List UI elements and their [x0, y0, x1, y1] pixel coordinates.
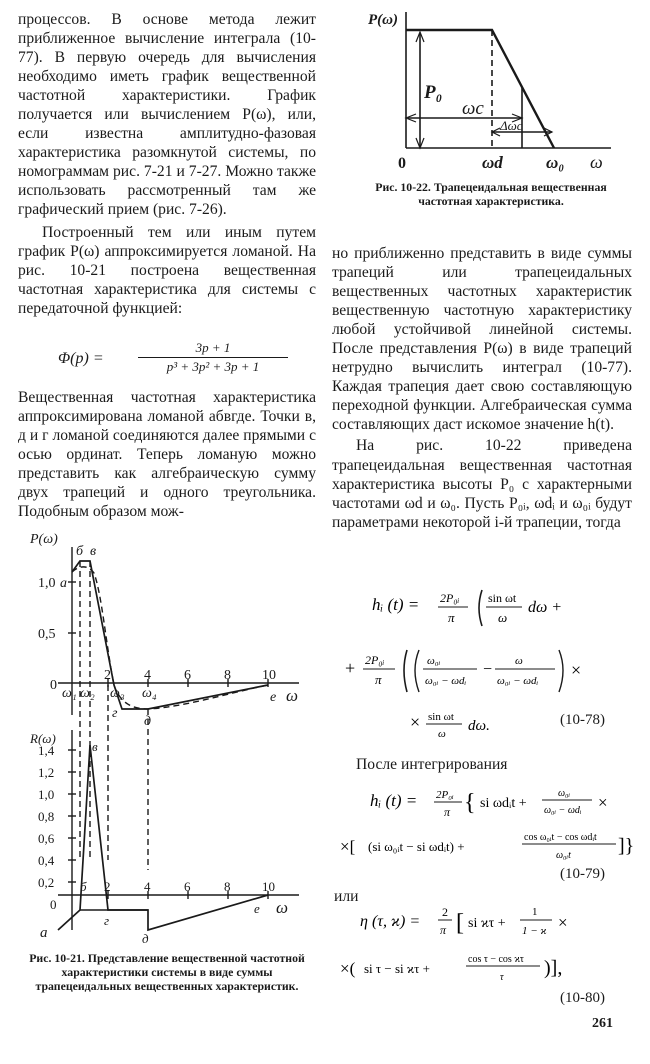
top-ytick: 1,0 — [38, 576, 56, 591]
top-xtick: 4 — [144, 668, 151, 683]
bottom-point-label: а — [40, 925, 48, 941]
bottom-ytick: 0,2 — [38, 875, 55, 890]
top-point-label: г — [112, 706, 118, 721]
svg-text:+: + — [345, 658, 356, 678]
svg-text:sin ωt: sin ωt — [488, 591, 517, 605]
top-real-curve — [72, 567, 268, 709]
bottom-xtick: 6 — [184, 879, 191, 894]
bottom-axis-label: ω — [276, 898, 289, 917]
svg-text:si ϰτ +: si ϰτ + — [468, 916, 506, 931]
equation-10-80-line1-math — [360, 900, 630, 944]
svg-text:[: [ — [456, 910, 464, 936]
top-point-label: е — [270, 690, 277, 705]
top-polyline — [72, 561, 268, 709]
bottom-point-label: б — [80, 879, 87, 894]
equation-10-78-line2 — [345, 640, 635, 700]
equation-number-10-80: (10-80) — [560, 990, 605, 1006]
svg-text:π: π — [440, 923, 447, 937]
bottom-xtick: 10 — [262, 879, 275, 894]
svg-text:τ: τ — [500, 972, 504, 983]
top-point-label: б — [76, 544, 84, 559]
top-axis-label: ω — [286, 686, 299, 705]
svg-text:]}: ]} — [618, 835, 635, 857]
svg-text:×(: ×( — [340, 959, 356, 978]
equation-10-78-line1 — [370, 580, 620, 630]
equation-10-78-line3 — [410, 706, 520, 740]
bottom-point-label: д — [142, 931, 149, 946]
fig22-origin-label: 0 — [398, 155, 406, 172]
svg-text:)],: )], — [544, 957, 563, 979]
equation-10-79-line1-math — [370, 780, 625, 824]
svg-text:sin ωt: sin ωt — [428, 711, 454, 723]
svg-text:hᵢ (t) =: hᵢ (t) = — [372, 595, 420, 614]
svg-text:1 − ϰ: 1 − ϰ — [522, 925, 547, 937]
svg-text:π: π — [444, 805, 451, 819]
bottom-point-label: е — [254, 901, 260, 916]
svg-text:×: × — [410, 712, 421, 732]
fig22-wc-label: ωc — [462, 98, 484, 119]
or-word: или — [334, 888, 359, 905]
top-ytick: 0,5 — [38, 627, 56, 642]
svg-text:ω₀ᵢ − ωdᵢ: ω₀ᵢ − ωdᵢ — [544, 805, 582, 816]
fig22-wd-label: ωd — [482, 153, 503, 172]
svg-text:π: π — [448, 610, 455, 625]
equation-phi-denominator: p³ + 3p² + 3p + 1 — [166, 359, 260, 374]
svg-text:ω₀ᵢ: ω₀ᵢ — [558, 788, 571, 799]
equation-10-79-line2-math — [340, 826, 635, 866]
after-integration-text: После интегрирования — [356, 756, 508, 773]
equation-number-10-78: (10-78) — [560, 712, 605, 728]
svg-text:ω: ω — [515, 655, 523, 667]
svg-text:ω₀ᵢt: ω₀ᵢt — [556, 850, 571, 861]
fig22-w0-label: ω₀ — [546, 153, 565, 172]
bottom-ylabel: R(ω) — [30, 731, 56, 746]
fig22-ylabel: P(ω) — [368, 12, 398, 28]
fig22-p0-label: P₀ — [424, 82, 443, 103]
svg-text:×: × — [571, 660, 582, 680]
bottom-point-label: в — [92, 739, 98, 754]
bottom-ytick: 0 — [50, 897, 57, 912]
top-xtick: 8 — [224, 668, 231, 683]
equation-10-80-line2 — [340, 948, 635, 988]
svg-text:hᵢ (t) =: hᵢ (t) = — [370, 791, 418, 810]
equation-phi-lhs: Φ(p) = — [58, 350, 104, 367]
equation-number-10-79: (10-79) — [560, 866, 605, 882]
svg-text:ω₀ᵢ: ω₀ᵢ — [427, 655, 441, 667]
svg-text:1: 1 — [532, 906, 538, 918]
paragraph-trapezoids: но приближенно представить в виде суммы трапеций или трапецеидальных вещественных частотных характеристик вещественную частотную характеристику любой устойчивой линейной системы. После представления P(ω) в виде трапеций нетрудно вычислить интеграл (10-77). Каждая трапеция дает свою составляющую переходной функции. Алгебраическая сумма составляющих даст искомое значение h(t). — [332, 245, 632, 434]
figure-10-21-caption: Рис. 10-21. Представление вещественной частотной характеристики системы в виде суммы трапецеидальных вещественных характеристик. — [29, 951, 305, 993]
svg-text:(si ω₀ᵢt − si ωdᵢt) +: (si ω₀ᵢt − si ωdᵢt) + — [368, 839, 465, 854]
top-ylabel: P(ω) — [30, 532, 58, 547]
svg-text:ω₀ᵢ − ωdᵢ: ω₀ᵢ − ωdᵢ — [497, 675, 539, 687]
bottom-xtick: 4 — [144, 879, 151, 894]
left-mid-block — [18, 388, 316, 521]
svg-text:2: 2 — [442, 905, 448, 919]
svg-text:cos τ − cos ϰτ: cos τ − cos ϰτ — [468, 954, 524, 965]
equation-10-80-line1 — [360, 900, 630, 944]
svg-text:−: − — [483, 661, 493, 678]
top-xtick: 2 — [104, 668, 111, 683]
figure-10-21 — [14, 525, 314, 950]
figure-10-22-caption: Рис. 10-22. Трапецеидальная вещественная частотная характеристика. — [375, 180, 607, 208]
svg-text:si τ − si ϰτ +: si τ − si ϰτ + — [364, 961, 430, 976]
top-ytick: 0 — [50, 678, 57, 693]
paragraph-fig-10-22: На рис. 10-22 приведена трапецеидальная вещественная частотная характеристика высоты P₀ с характерными частотами ωd и ω₀. Пусть P₀ᵢ, ωdᵢ и ω₀ᵢ будут параметрами некоторой i-й трапеции, тогда — [332, 437, 632, 531]
svg-text:ω₀ᵢ − ωdᵢ: ω₀ᵢ − ωdᵢ — [425, 675, 467, 687]
paragraph-polyline: Вещественная частотная характеристика аппроксимирована ломаной абвгде. Точки в, д и г ломаной соединяются далее прямыми с осью ординат. Теперь ломаную можно представить как алгебраическую сумму двух трапеций и одного треугольника. Подобным образом мож- — [18, 389, 316, 521]
top-xtick: 10 — [262, 668, 276, 683]
top-point-label: в — [90, 544, 97, 559]
svg-text:si ωdᵢt +: si ωdᵢt + — [480, 796, 527, 811]
left-column — [18, 10, 316, 318]
top-point-label: д — [144, 714, 152, 729]
figure-10-22 — [366, 8, 616, 178]
right-column — [332, 244, 632, 532]
top-omega-label: ω₂ — [80, 686, 95, 701]
svg-text:π: π — [375, 672, 382, 687]
bottom-ytick: 1,4 — [38, 743, 55, 758]
equation-10-78-line1-math — [370, 580, 620, 630]
top-omega-label: ω₄ — [142, 686, 157, 701]
svg-text:cos ω₀ᵢt − cos ωdᵢt: cos ω₀ᵢt − cos ωdᵢt — [524, 832, 597, 843]
paragraph-approximation: Построенный тем или иным путем график P(ω) аппроксимируется ломаной. На рис. 10-21 построена вещественная частотная характеристика для системы с передаточной функцией: — [18, 223, 316, 317]
equation-phi-numerator: 3p + 1 — [195, 340, 231, 355]
fig22-dwc-label: Δωc — [500, 118, 523, 133]
svg-text:ω: ω — [498, 610, 508, 625]
equation-10-79-line2 — [340, 826, 635, 866]
bottom-xtick: 2 — [104, 879, 111, 894]
svg-text:2P₀ᵢ: 2P₀ᵢ — [365, 653, 385, 667]
top-xtick: 6 — [184, 668, 191, 683]
equation-10-78-line3-math — [410, 706, 520, 740]
equation-10-78-line2-math — [345, 640, 635, 700]
bottom-ytick: 0,6 — [38, 831, 55, 846]
bottom-ytick: 1,2 — [38, 765, 55, 780]
svg-text:dω.: dω. — [468, 718, 490, 734]
equation-10-80-line2-math — [340, 948, 635, 988]
bottom-ytick: 0,4 — [38, 853, 55, 868]
svg-text:2P₀ᵢ: 2P₀ᵢ — [436, 789, 454, 801]
bottom-point-label: г — [104, 913, 110, 928]
svg-text:2P₀ᵢ: 2P₀ᵢ — [440, 591, 460, 605]
top-omega-label: ω₃ — [110, 686, 125, 701]
bottom-xtick: 8 — [224, 879, 231, 894]
svg-text:×: × — [598, 793, 608, 812]
svg-text:ω: ω — [438, 728, 446, 740]
bottom-ytick: 0,8 — [38, 809, 55, 824]
page-number: 261 — [592, 1016, 613, 1031]
svg-text:η (τ, ϰ) =: η (τ, ϰ) = — [360, 913, 421, 930]
bottom-ytick: 1,0 — [38, 787, 55, 802]
fig22-w-label: ω — [590, 152, 603, 172]
svg-text:dω +: dω + — [528, 599, 563, 616]
top-point-label: а — [60, 576, 67, 591]
svg-text:{: { — [464, 790, 476, 816]
top-omega-label: ω₁ — [62, 686, 77, 701]
equation-10-79-line1 — [370, 780, 625, 824]
svg-text:×: × — [558, 913, 568, 932]
equation-phi — [58, 340, 298, 380]
svg-text:×[: ×[ — [340, 837, 356, 856]
paragraph-method: процессов. В основе метода лежит приближенное вычисление интеграла (10-77). В первую очередь для вычисления необходимо иметь график вещественной частотной характеристики. График получается или вычислением P(ω), или, если известна амплитудно-фазовая характеристика разомкнутой системы, по номограммам рис. 7-21 и 7-27. Можно также использовать рассмотренный там же графический прием (рис. 7-26). — [18, 11, 316, 219]
